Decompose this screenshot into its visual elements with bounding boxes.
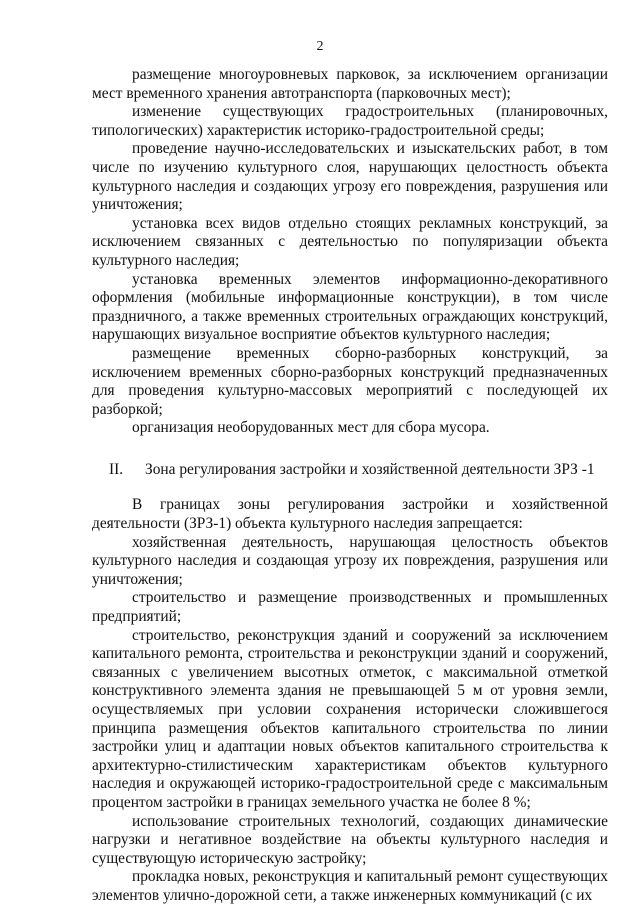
paragraph: использование строительных технологий, создающих динамические нагрузки и негативное воздействие на объекты культурного наследия и существующую историческую застройку; xyxy=(92,812,608,867)
paragraph: изменение существующих градостроительных (планировочных, типологических) характеристик историко-градостроительной среды; xyxy=(92,103,608,139)
paragraph: строительство и размещение производственных и промышленных предприятий; xyxy=(92,589,608,626)
paragraph: хозяйственная деятельность, нарушающая целостность объектов культурного наследия и создающая угрозу их повреждения, разрушения или уничтожения; xyxy=(92,533,608,588)
page-number: 2 xyxy=(316,39,324,54)
section-1-restrictions xyxy=(92,66,608,438)
section-2-restrictions xyxy=(92,496,608,905)
section-title: Зона регулирования застройки и хозяйственной деятельности ЗРЗ -1 xyxy=(145,460,595,478)
section-number: II. xyxy=(109,460,124,478)
paragraph: размещение временных сборно-разборных конструкций, за исключением временных сборно-разборных конструкций предназначенных для проведения культурно-массовых мероприятий с последующей их разборкой; xyxy=(92,344,608,418)
paragraph: В границах зоны регулирования застройки и хозяйственной деятельности (ЗРЗ-1) объекта культурного наследия запрещается: xyxy=(92,496,608,533)
document-body xyxy=(92,66,608,906)
paragraph: организация необорудованных мест для сбора мусора. xyxy=(132,419,490,437)
paragraph: проведение научно-исследовательских и изыскательских работ, в том числе по изучению культурного слоя, нарушающих целостность объекта культурного наследия и создающих угрозу его повреждения, разрушения или уничтожения; xyxy=(92,140,608,214)
paragraph: прокладка новых, реконструкция и капитальный ремонт существующих элементов улично-дорожной сети, а также инженерных коммуникаций (с их xyxy=(92,868,608,904)
paragraph: строительство, реконструкция зданий и сооружений за исключением капитального ремонта, строительства и реконструкции зданий и сооружений, связанных с увеличением высотных отметок, с максимальной отметкой конструктивного элемента здания не превышающей 5 м от уровня земли, осуществляемых при условии сохранения исторически сложившегося принципа размещения объектов капитального строительства по линии застройки улиц и адаптации новых объектов капитального строительства к архитектурно-стилистическим характеристикам объектов культурного наследия и окружающей историко-градостроительной среде с максимальным процентом застройки в границах земельного участка не более 8 %; xyxy=(92,626,608,811)
paragraph: размещение многоуровневых парковок, за исключением организации мест временного хранения автотранспорта (парковочных мест); xyxy=(92,66,608,102)
paragraph: установка временных элементов информационно-декоративного оформления (мобильные информационные конструкции), в том числе праздничного, а также временных строительных ограждающих конструкций, нарушающих визуальное восприятие объектов культурного наследия; xyxy=(92,270,608,344)
paragraph: установка всех видов отдельно стоящих рекламных конструкций, за исключением связанных с деятельностью по популяризации объекта культурного наследия; xyxy=(92,214,608,269)
section-2-heading xyxy=(92,461,608,480)
